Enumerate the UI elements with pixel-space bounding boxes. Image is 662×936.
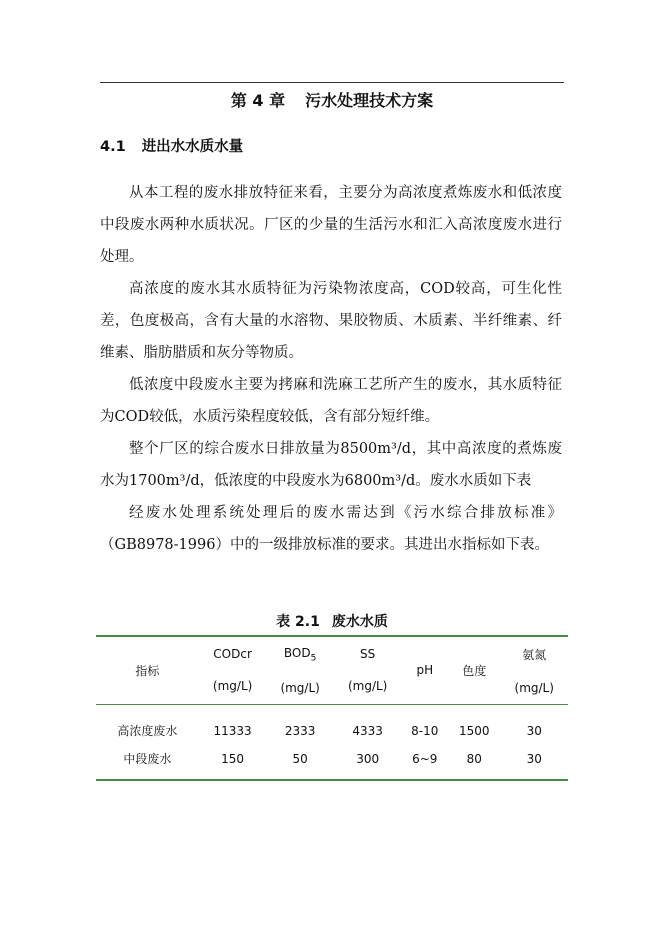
- table-cell: 300: [334, 745, 402, 780]
- table-cell: 50: [266, 745, 334, 780]
- table-cell: 高浓度废水: [96, 704, 199, 745]
- table-cell: 中段废水: [96, 745, 199, 780]
- chapter-heading: [100, 90, 564, 112]
- paragraph: 低浓度中段废水主要为拷麻和洗麻工艺所产生的废水，其水质特征为COD较低，水质污染程度较低，含有部分短纤维。: [100, 377, 562, 425]
- header-rule: [100, 82, 564, 83]
- table-cell: 8-10: [401, 704, 448, 745]
- table-row: [96, 704, 568, 745]
- table-cell: 30: [500, 704, 568, 745]
- paragraph: 从本工程的废水排放特征来看，主要分为高浓度煮炼废水和低浓度中段废水两种水质状况。厂区的少量的生活污水和汇入高浓度废水进行处理。: [100, 185, 562, 265]
- paragraph: 整个厂区的综合废水日排放量为8500m³/d，其中高浓度的煮炼废水为1700m³/d，低浓度的中段废水为6800m³/d。废水水质如下表: [100, 441, 562, 489]
- table-cell: 150: [199, 745, 267, 780]
- table-row: [96, 745, 568, 780]
- table-cell: 80: [448, 745, 500, 780]
- table-title: 废水水质: [331, 614, 388, 630]
- paragraph: 高浓度的废水其水质特征为污染物浓度高，COD较高，可生化性差，色度极高，含有大量的水溶物、果胶物质、木质素、半纤维素、纤维素、脂肪腊质和灰分等物质。: [100, 281, 562, 361]
- section-title: 进出水水质水量: [141, 139, 244, 155]
- table-cell: 1500: [448, 704, 500, 745]
- table-cell: 6~9: [401, 745, 448, 780]
- table-cell: 4333: [334, 704, 402, 745]
- header-ph: pH: [401, 636, 448, 704]
- chapter-title: 污水处理技术方案: [305, 91, 434, 110]
- header-ss: SS (mg/L): [334, 636, 402, 704]
- table-cell: 30: [500, 745, 568, 780]
- header-color: 色度: [448, 636, 500, 704]
- header-ammonia: 氨氮 (mg/L): [500, 636, 568, 704]
- section-heading: [100, 137, 243, 157]
- water-quality-table: [96, 635, 568, 781]
- header-indicator: 指标: [96, 636, 199, 704]
- paragraph: 经废水处理系统处理后的废水需达到《污水综合排放标准》（GB8978-1996）中的一级排放标准的要求。其进出水指标如下表。: [100, 505, 562, 553]
- chapter-number: 第 4 章: [230, 91, 286, 110]
- header-codcr: CODcr (mg/L): [199, 636, 267, 704]
- table-caption: [96, 612, 568, 632]
- section-number: 4.1: [100, 139, 126, 155]
- table-number: 表 2.1: [276, 614, 320, 630]
- table-cell: 11333: [199, 704, 267, 745]
- table-header-row: [96, 636, 568, 704]
- table-cell: 2333: [266, 704, 334, 745]
- header-bod5: $BOD_5$ (mg/L): [266, 636, 334, 704]
- body-text: [100, 177, 562, 561]
